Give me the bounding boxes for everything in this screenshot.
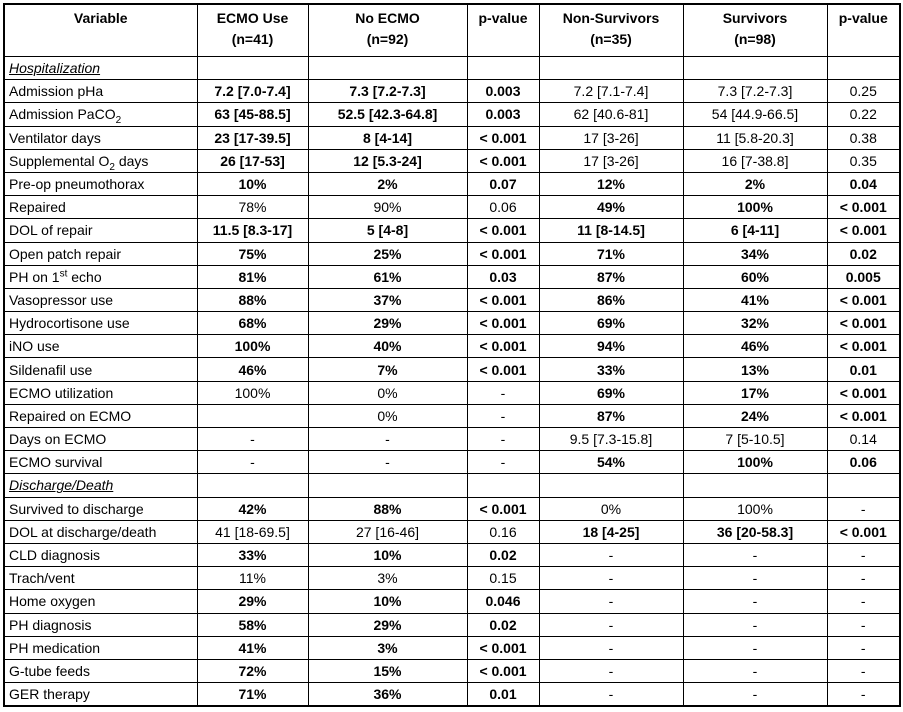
- cell-non-survivors: 94%: [539, 335, 683, 358]
- cell-pvalue-ecmo: 0.15: [467, 567, 539, 590]
- cell-ecmo-use: 29%: [197, 590, 308, 613]
- cell-non-survivors: 49%: [539, 196, 683, 219]
- cell-pvalue-survival: -: [827, 590, 900, 613]
- cell-survivors: 7 [5-10.5]: [683, 428, 827, 451]
- cell-pvalue-ecmo: < 0.001: [467, 636, 539, 659]
- cell-non-survivors: 9.5 [7.3-15.8]: [539, 428, 683, 451]
- cell-pvalue-survival: < 0.001: [827, 219, 900, 242]
- table-row: [4, 636, 900, 659]
- cell-non-survivors: 71%: [539, 242, 683, 265]
- cell-pvalue-ecmo: < 0.001: [467, 497, 539, 520]
- table-row: [4, 543, 900, 566]
- table-row: [4, 242, 900, 265]
- cell-pvalue-ecmo: 0.03: [467, 265, 539, 288]
- cell-non-survivors: -: [539, 567, 683, 590]
- cell-survivors: 24%: [683, 404, 827, 427]
- header-pvalue-survival: p-value: [827, 4, 900, 57]
- table-row: [4, 172, 900, 195]
- table-row: [4, 265, 900, 288]
- cell-no-ecmo: 36%: [308, 683, 467, 707]
- cell-pvalue-survival: 0.01: [827, 358, 900, 381]
- cell-survivors: 32%: [683, 312, 827, 335]
- cell-ecmo-use: 71%: [197, 683, 308, 707]
- header-ecmo-use: ECMO Use (n=41): [197, 4, 308, 57]
- cell-no-ecmo: 8 [4-14]: [308, 126, 467, 149]
- cell-no-ecmo: 7.3 [7.2-7.3]: [308, 80, 467, 103]
- cell-no-ecmo: 29%: [308, 312, 467, 335]
- cell-pvalue-ecmo: -: [467, 451, 539, 474]
- cell-survivors: 34%: [683, 242, 827, 265]
- cell-pvalue-survival: < 0.001: [827, 312, 900, 335]
- cell-non-survivors: -: [539, 683, 683, 707]
- row-variable-label: DOL of repair: [4, 219, 197, 242]
- section-row: [4, 57, 900, 80]
- cell-survivors: 6 [4-11]: [683, 219, 827, 242]
- cell-no-ecmo: 52.5 [42.3-64.8]: [308, 103, 467, 126]
- row-variable-label: Repaired on ECMO: [4, 404, 197, 427]
- cell-pvalue-survival: -: [827, 567, 900, 590]
- cell-non-survivors: 87%: [539, 404, 683, 427]
- cell-ecmo-use: -: [197, 428, 308, 451]
- cell-non-survivors: 0%: [539, 497, 683, 520]
- cell-pvalue-survival: 0.22: [827, 103, 900, 126]
- table-row: [4, 149, 900, 172]
- cell-non-survivors: -: [539, 636, 683, 659]
- header-survivors: Survivors (n=98): [683, 4, 827, 57]
- header-variable: Variable: [4, 4, 197, 57]
- row-variable-label: Home oxygen: [4, 590, 197, 613]
- cell-pvalue-ecmo: 0.01: [467, 683, 539, 707]
- cell-survivors: -: [683, 590, 827, 613]
- cell-pvalue-survival: 0.005: [827, 265, 900, 288]
- cell-pvalue-ecmo: < 0.001: [467, 659, 539, 682]
- table-row: [4, 219, 900, 242]
- table-row: [4, 613, 900, 636]
- cell-pvalue-survival: < 0.001: [827, 335, 900, 358]
- table-row: [4, 451, 900, 474]
- cell-pvalue-ecmo: 0.06: [467, 196, 539, 219]
- cell-no-ecmo: 7%: [308, 358, 467, 381]
- cell-ecmo-use: 63 [45-88.5]: [197, 103, 308, 126]
- cell-pvalue-survival: 0.04: [827, 172, 900, 195]
- cell-pvalue-survival: -: [827, 636, 900, 659]
- cell-pvalue-ecmo: < 0.001: [467, 335, 539, 358]
- cell-ecmo-use: -: [197, 451, 308, 474]
- cell-pvalue-survival: 0.02: [827, 242, 900, 265]
- cell-survivors: -: [683, 659, 827, 682]
- row-variable-label: Vasopressor use: [4, 288, 197, 311]
- table-row: [4, 590, 900, 613]
- cell-ecmo-use: 26 [17-53]: [197, 149, 308, 172]
- cell-survivors: 13%: [683, 358, 827, 381]
- cell-pvalue-survival: 0.35: [827, 149, 900, 172]
- cell-pvalue-ecmo: 0.02: [467, 613, 539, 636]
- cell-non-survivors: 86%: [539, 288, 683, 311]
- cell-ecmo-use: 68%: [197, 312, 308, 335]
- cell-pvalue-ecmo: 0.16: [467, 520, 539, 543]
- cell-no-ecmo: 3%: [308, 636, 467, 659]
- row-variable-label: Ventilator days: [4, 126, 197, 149]
- cell-pvalue-ecmo: -: [467, 404, 539, 427]
- outcomes-table: [3, 3, 901, 707]
- header-no-ecmo: No ECMO (n=92): [308, 4, 467, 57]
- cell-ecmo-use: 72%: [197, 659, 308, 682]
- table-row: [4, 103, 900, 126]
- cell-pvalue-survival: < 0.001: [827, 196, 900, 219]
- cell-survivors: -: [683, 543, 827, 566]
- row-variable-label: GER therapy: [4, 683, 197, 707]
- cell-non-survivors: -: [539, 613, 683, 636]
- cell-no-ecmo: 37%: [308, 288, 467, 311]
- table-row: [4, 126, 900, 149]
- table-row: [4, 335, 900, 358]
- cell-survivors: 60%: [683, 265, 827, 288]
- table-row: [4, 520, 900, 543]
- cell-no-ecmo: 29%: [308, 613, 467, 636]
- cell-no-ecmo: 15%: [308, 659, 467, 682]
- cell-ecmo-use: [197, 404, 308, 427]
- cell-no-ecmo: 40%: [308, 335, 467, 358]
- cell-non-survivors: -: [539, 659, 683, 682]
- cell-pvalue-survival: -: [827, 613, 900, 636]
- table-row: [4, 288, 900, 311]
- cell-no-ecmo: 61%: [308, 265, 467, 288]
- cell-no-ecmo: 90%: [308, 196, 467, 219]
- cell-pvalue-ecmo: 0.07: [467, 172, 539, 195]
- cell-survivors: 100%: [683, 196, 827, 219]
- cell-survivors: 100%: [683, 451, 827, 474]
- table-row: [4, 683, 900, 707]
- row-variable-label: Repaired: [4, 196, 197, 219]
- cell-survivors: 46%: [683, 335, 827, 358]
- cell-pvalue-ecmo: -: [467, 381, 539, 404]
- table-row: [4, 358, 900, 381]
- table-row: [4, 497, 900, 520]
- header-row: [4, 4, 900, 57]
- cell-pvalue-ecmo: -: [467, 428, 539, 451]
- cell-no-ecmo: 88%: [308, 497, 467, 520]
- row-variable-label: Admission pHa: [4, 80, 197, 103]
- cell-ecmo-use: 7.2 [7.0-7.4]: [197, 80, 308, 103]
- cell-survivors: 36 [20-58.3]: [683, 520, 827, 543]
- cell-no-ecmo: 0%: [308, 404, 467, 427]
- row-variable-label: ECMO utilization: [4, 381, 197, 404]
- cell-no-ecmo: 5 [4-8]: [308, 219, 467, 242]
- cell-no-ecmo: 10%: [308, 590, 467, 613]
- cell-non-survivors: 7.2 [7.1-7.4]: [539, 80, 683, 103]
- cell-pvalue-survival: -: [827, 497, 900, 520]
- cell-non-survivors: 17 [3-26]: [539, 149, 683, 172]
- cell-ecmo-use: 75%: [197, 242, 308, 265]
- cell-survivors: -: [683, 636, 827, 659]
- cell-pvalue-ecmo: < 0.001: [467, 358, 539, 381]
- cell-ecmo-use: 41%: [197, 636, 308, 659]
- cell-no-ecmo: -: [308, 451, 467, 474]
- cell-pvalue-survival: < 0.001: [827, 404, 900, 427]
- cell-pvalue-ecmo: 0.046: [467, 590, 539, 613]
- cell-ecmo-use: 46%: [197, 358, 308, 381]
- row-variable-label: Hydrocortisone use: [4, 312, 197, 335]
- row-variable-label: DOL at discharge/death: [4, 520, 197, 543]
- cell-non-survivors: 69%: [539, 381, 683, 404]
- table-row: [4, 659, 900, 682]
- cell-non-survivors: -: [539, 543, 683, 566]
- cell-survivors: 7.3 [7.2-7.3]: [683, 80, 827, 103]
- cell-no-ecmo: 12 [5.3-24]: [308, 149, 467, 172]
- cell-pvalue-ecmo: 0.003: [467, 80, 539, 103]
- cell-ecmo-use: 11%: [197, 567, 308, 590]
- cell-ecmo-use: 33%: [197, 543, 308, 566]
- cell-survivors: 17%: [683, 381, 827, 404]
- table-row: [4, 404, 900, 427]
- cell-pvalue-ecmo: < 0.001: [467, 149, 539, 172]
- cell-pvalue-survival: -: [827, 683, 900, 707]
- row-variable-label: Sildenafil use: [4, 358, 197, 381]
- cell-no-ecmo: 3%: [308, 567, 467, 590]
- cell-no-ecmo: 27 [16-46]: [308, 520, 467, 543]
- cell-pvalue-ecmo: < 0.001: [467, 312, 539, 335]
- header-non-survivors: Non-Survivors (n=35): [539, 4, 683, 57]
- cell-non-survivors: 18 [4-25]: [539, 520, 683, 543]
- cell-non-survivors: 62 [40.6-81]: [539, 103, 683, 126]
- cell-survivors: 16 [7-38.8]: [683, 149, 827, 172]
- row-variable-label: Supplemental $O_2$ days: [4, 149, 197, 172]
- cell-ecmo-use: 88%: [197, 288, 308, 311]
- section-discharge-death: Discharge/Death: [4, 474, 197, 497]
- cell-survivors: 54 [44.9-66.5]: [683, 103, 827, 126]
- cell-ecmo-use: 100%: [197, 381, 308, 404]
- cell-pvalue-survival: -: [827, 659, 900, 682]
- cell-pvalue-survival: 0.06: [827, 451, 900, 474]
- cell-no-ecmo: 25%: [308, 242, 467, 265]
- cell-survivors: -: [683, 613, 827, 636]
- cell-non-survivors: -: [539, 590, 683, 613]
- cell-pvalue-ecmo: < 0.001: [467, 126, 539, 149]
- cell-survivors: 11 [5.8-20.3]: [683, 126, 827, 149]
- row-variable-label: Trach/vent: [4, 567, 197, 590]
- row-variable-label: CLD diagnosis: [4, 543, 197, 566]
- row-variable-label: ECMO survival: [4, 451, 197, 474]
- cell-pvalue-ecmo: < 0.001: [467, 242, 539, 265]
- cell-pvalue-survival: 0.14: [827, 428, 900, 451]
- cell-pvalue-survival: 0.38: [827, 126, 900, 149]
- cell-non-survivors: 33%: [539, 358, 683, 381]
- cell-ecmo-use: 78%: [197, 196, 308, 219]
- cell-no-ecmo: 2%: [308, 172, 467, 195]
- row-variable-label: Days on ECMO: [4, 428, 197, 451]
- table-row: [4, 312, 900, 335]
- cell-survivors: -: [683, 567, 827, 590]
- cell-non-survivors: 54%: [539, 451, 683, 474]
- cell-non-survivors: 69%: [539, 312, 683, 335]
- cell-non-survivors: 87%: [539, 265, 683, 288]
- cell-no-ecmo: 10%: [308, 543, 467, 566]
- table-row: [4, 381, 900, 404]
- cell-pvalue-ecmo: < 0.001: [467, 288, 539, 311]
- cell-pvalue-ecmo: < 0.001: [467, 219, 539, 242]
- cell-no-ecmo: -: [308, 428, 467, 451]
- cell-non-survivors: 12%: [539, 172, 683, 195]
- table-row: [4, 80, 900, 103]
- cell-ecmo-use: 100%: [197, 335, 308, 358]
- cell-no-ecmo: 0%: [308, 381, 467, 404]
- cell-ecmo-use: 58%: [197, 613, 308, 636]
- row-variable-label: iNO use: [4, 335, 197, 358]
- row-variable-label: PH medication: [4, 636, 197, 659]
- cell-ecmo-use: 81%: [197, 265, 308, 288]
- cell-pvalue-ecmo: 0.02: [467, 543, 539, 566]
- row-variable-label: Admission PaCO$_2$: [4, 103, 197, 126]
- section-row: [4, 474, 900, 497]
- cell-ecmo-use: 23 [17-39.5]: [197, 126, 308, 149]
- cell-pvalue-survival: < 0.001: [827, 520, 900, 543]
- cell-survivors: 100%: [683, 497, 827, 520]
- cell-survivors: 2%: [683, 172, 827, 195]
- cell-ecmo-use: 41 [18-69.5]: [197, 520, 308, 543]
- header-pvalue-ecmo: p-value: [467, 4, 539, 57]
- row-variable-label: Pre-op pneumothorax: [4, 172, 197, 195]
- row-variable-label: PH diagnosis: [4, 613, 197, 636]
- table-row: [4, 567, 900, 590]
- section-hospitalization: Hospitalization: [4, 57, 197, 80]
- cell-pvalue-survival: < 0.001: [827, 381, 900, 404]
- row-variable-label: Open patch repair: [4, 242, 197, 265]
- cell-survivors: 41%: [683, 288, 827, 311]
- cell-ecmo-use: 42%: [197, 497, 308, 520]
- cell-non-survivors: 17 [3-26]: [539, 126, 683, 149]
- cell-pvalue-survival: -: [827, 543, 900, 566]
- cell-ecmo-use: 10%: [197, 172, 308, 195]
- cell-pvalue-ecmo: 0.003: [467, 103, 539, 126]
- cell-pvalue-survival: 0.25: [827, 80, 900, 103]
- row-variable-label: PH on 1st echo: [4, 265, 197, 288]
- row-variable-label: G-tube feeds: [4, 659, 197, 682]
- table-row: [4, 196, 900, 219]
- row-variable-label: Survived to discharge: [4, 497, 197, 520]
- cell-pvalue-survival: < 0.001: [827, 288, 900, 311]
- cell-non-survivors: 11 [8-14.5]: [539, 219, 683, 242]
- cell-ecmo-use: 11.5 [8.3-17]: [197, 219, 308, 242]
- table-row: [4, 428, 900, 451]
- cell-survivors: -: [683, 683, 827, 707]
